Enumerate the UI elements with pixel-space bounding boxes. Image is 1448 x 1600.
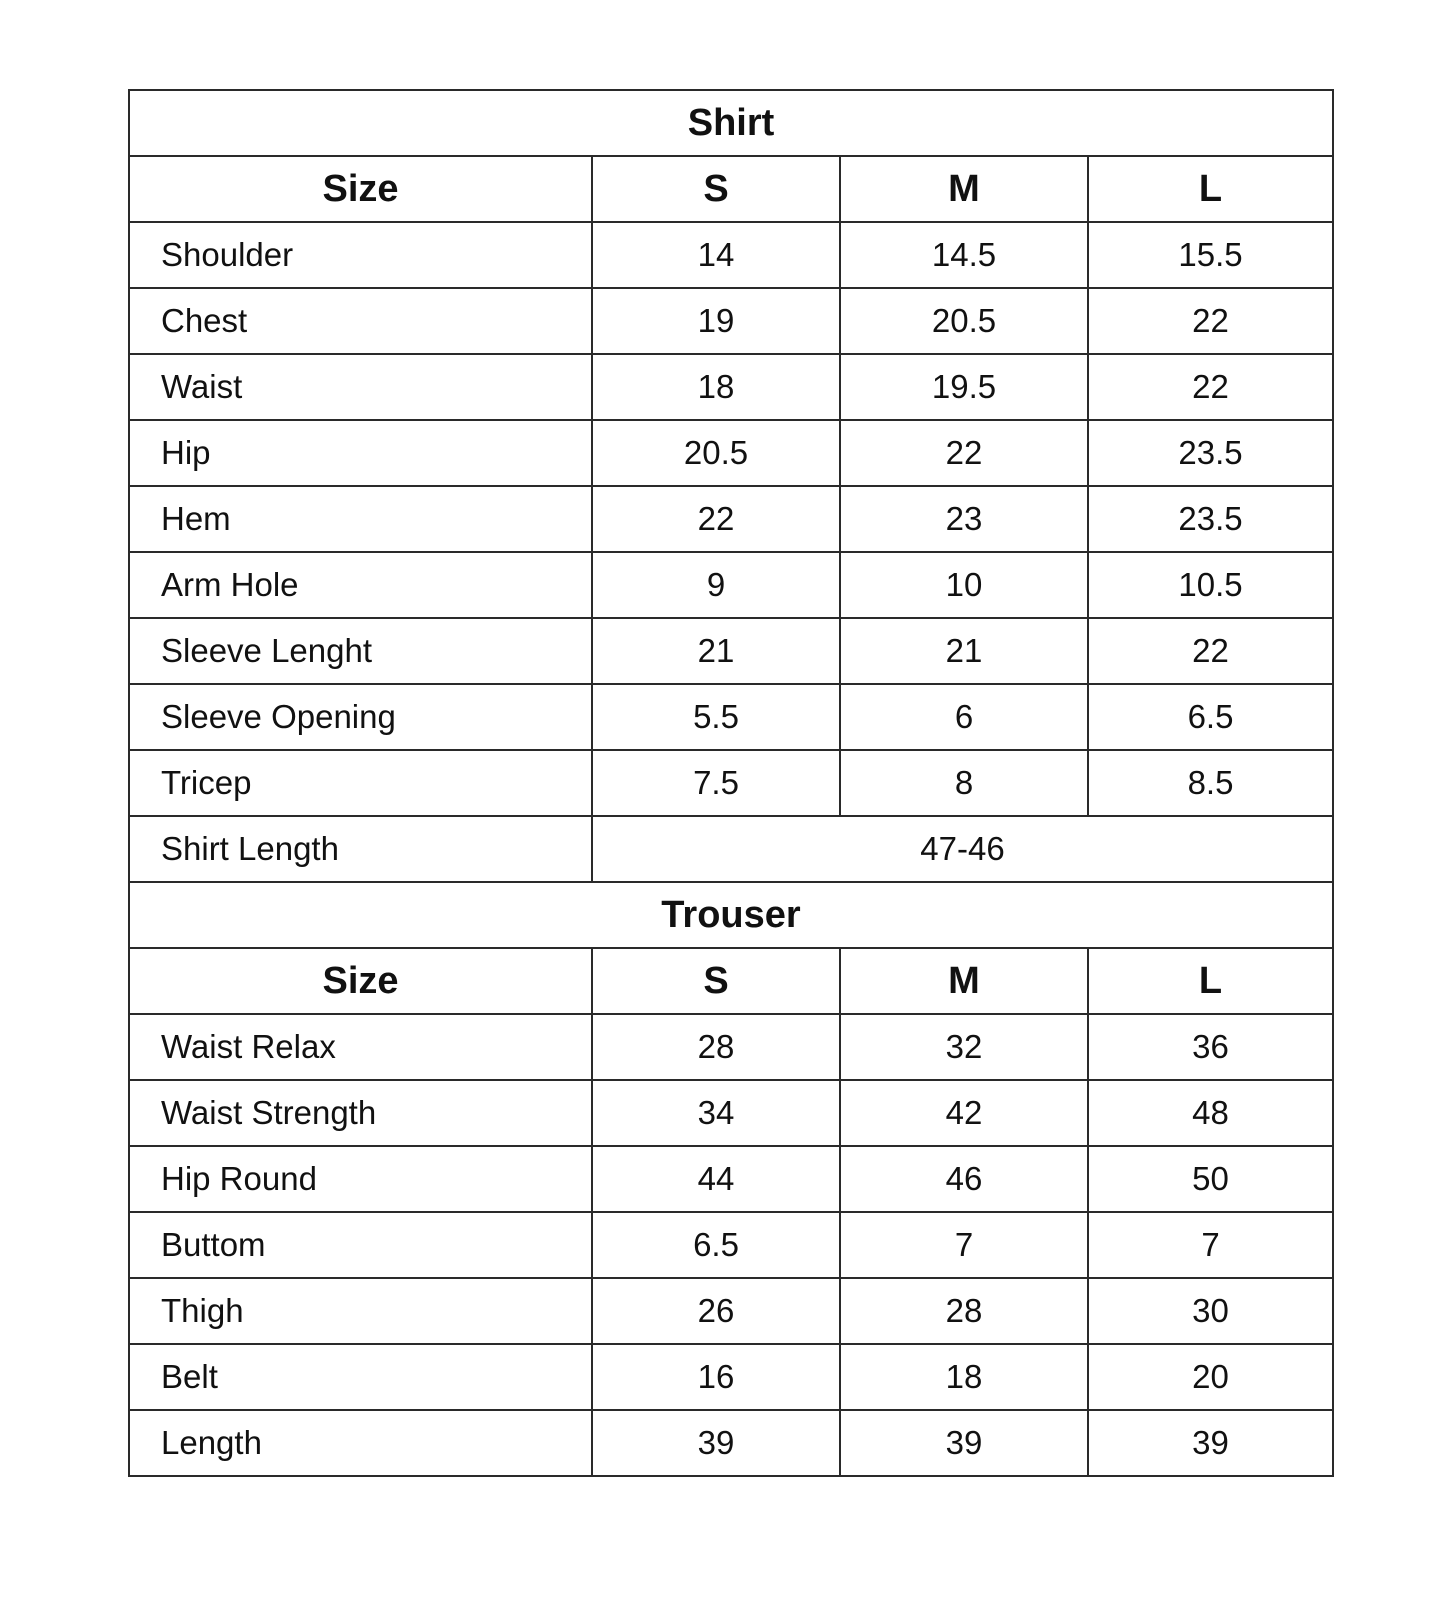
row-label: Chest: [129, 288, 592, 354]
column-header-m: M: [840, 948, 1088, 1014]
table-row: [129, 684, 1333, 750]
table-row: [129, 1080, 1333, 1146]
row-label: Sleeve Opening: [129, 684, 592, 750]
table-row: [129, 1344, 1333, 1410]
cell-m: 39: [840, 1410, 1088, 1476]
row-label: Buttom: [129, 1212, 592, 1278]
cell-s: 19: [592, 288, 840, 354]
table-row: [129, 420, 1333, 486]
cell-l: 23.5: [1088, 420, 1333, 486]
trouser-header-row: [129, 948, 1333, 1014]
column-header-size: Size: [129, 156, 592, 222]
table-row: [129, 354, 1333, 420]
table-row: [129, 750, 1333, 816]
size-chart-table: [128, 89, 1334, 1477]
cell-l: 7: [1088, 1212, 1333, 1278]
cell-m: 46: [840, 1146, 1088, 1212]
cell-l: 30: [1088, 1278, 1333, 1344]
trouser-title-row: [129, 882, 1333, 948]
shirt-title-row: [129, 90, 1333, 156]
row-label: Arm Hole: [129, 552, 592, 618]
cell-m: 32: [840, 1014, 1088, 1080]
row-label: Waist Relax: [129, 1014, 592, 1080]
cell-s: 16: [592, 1344, 840, 1410]
cell-l: 8.5: [1088, 750, 1333, 816]
cell-m: 42: [840, 1080, 1088, 1146]
cell-l: 23.5: [1088, 486, 1333, 552]
cell-s: 18: [592, 354, 840, 420]
row-label: Length: [129, 1410, 592, 1476]
cell-l: 50: [1088, 1146, 1333, 1212]
column-header-l: L: [1088, 948, 1333, 1014]
table-row: [129, 288, 1333, 354]
table-row: [129, 1278, 1333, 1344]
cell-s: 7.5: [592, 750, 840, 816]
table-row: [129, 222, 1333, 288]
shirt-length-row: [129, 816, 1333, 882]
trouser-section-title: Trouser: [129, 882, 1333, 948]
cell-m: 8: [840, 750, 1088, 816]
cell-l: 10.5: [1088, 552, 1333, 618]
column-header-size: Size: [129, 948, 592, 1014]
row-label: Thigh: [129, 1278, 592, 1344]
cell-s: 34: [592, 1080, 840, 1146]
cell-m: 22: [840, 420, 1088, 486]
cell-m: 10: [840, 552, 1088, 618]
cell-m: 18: [840, 1344, 1088, 1410]
cell-m: 6: [840, 684, 1088, 750]
cell-l: 6.5: [1088, 684, 1333, 750]
column-header-s: S: [592, 948, 840, 1014]
cell-s: 44: [592, 1146, 840, 1212]
cell-m: 19.5: [840, 354, 1088, 420]
cell-s: 9: [592, 552, 840, 618]
table-row: [129, 1146, 1333, 1212]
row-label: Belt: [129, 1344, 592, 1410]
table-row: [129, 486, 1333, 552]
cell-s: 26: [592, 1278, 840, 1344]
row-label: Hip: [129, 420, 592, 486]
table-row: [129, 618, 1333, 684]
row-label: Shoulder: [129, 222, 592, 288]
cell-m: 21: [840, 618, 1088, 684]
row-label: Waist Strength: [129, 1080, 592, 1146]
cell-l: 22: [1088, 354, 1333, 420]
row-label: Shirt Length: [129, 816, 592, 882]
table-row: [129, 1014, 1333, 1080]
cell-s: 5.5: [592, 684, 840, 750]
cell-l: 22: [1088, 288, 1333, 354]
row-label: Sleeve Lenght: [129, 618, 592, 684]
row-label: Tricep: [129, 750, 592, 816]
cell-s: 39: [592, 1410, 840, 1476]
cell-s: 28: [592, 1014, 840, 1080]
cell-m: 14.5: [840, 222, 1088, 288]
row-label: Hem: [129, 486, 592, 552]
cell-s: 22: [592, 486, 840, 552]
shirt-length-value: 47-46: [592, 816, 1333, 882]
table-row: [129, 1410, 1333, 1476]
cell-l: 48: [1088, 1080, 1333, 1146]
cell-l: 22: [1088, 618, 1333, 684]
cell-l: 39: [1088, 1410, 1333, 1476]
row-label: Hip Round: [129, 1146, 592, 1212]
cell-s: 14: [592, 222, 840, 288]
shirt-section-title: Shirt: [129, 90, 1333, 156]
cell-m: 23: [840, 486, 1088, 552]
column-header-s: S: [592, 156, 840, 222]
cell-m: 7: [840, 1212, 1088, 1278]
cell-m: 20.5: [840, 288, 1088, 354]
cell-s: 20.5: [592, 420, 840, 486]
column-header-l: L: [1088, 156, 1333, 222]
cell-l: 20: [1088, 1344, 1333, 1410]
table-row: [129, 1212, 1333, 1278]
table-row: [129, 552, 1333, 618]
column-header-m: M: [840, 156, 1088, 222]
shirt-header-row: [129, 156, 1333, 222]
cell-s: 21: [592, 618, 840, 684]
cell-l: 15.5: [1088, 222, 1333, 288]
cell-m: 28: [840, 1278, 1088, 1344]
cell-s: 6.5: [592, 1212, 840, 1278]
row-label: Waist: [129, 354, 592, 420]
cell-l: 36: [1088, 1014, 1333, 1080]
